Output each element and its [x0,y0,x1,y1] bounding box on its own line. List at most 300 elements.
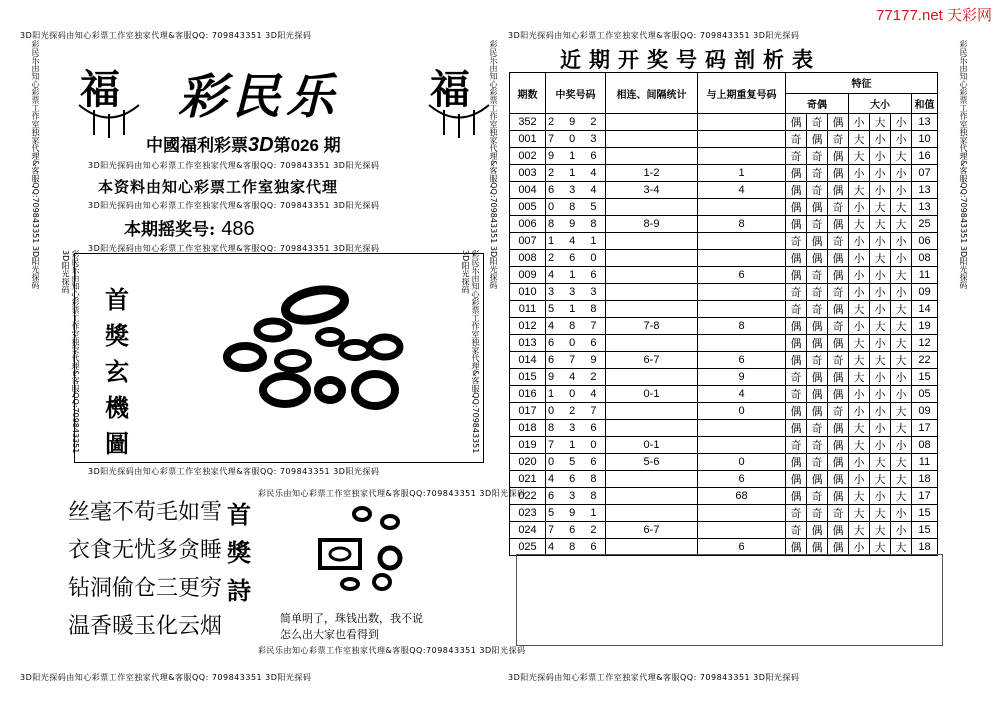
odd-even-cell: 偶 [828,437,849,454]
odd-even-cell: 偶 [786,318,807,335]
size-cell: 大 [849,352,870,369]
left-vertical-strip: 彩民乐由知心彩票工作室独家代理&客服QQ:709843351 3D阳光探码 [31,40,40,290]
issue-line [146,131,341,157]
odd-even-cell: 偶 [786,199,807,216]
odd-even-cell: 奇 [807,114,828,131]
size-cell: 小 [870,267,891,284]
repeat-cell [698,420,786,437]
size-cell: 大 [891,488,912,505]
sum-cell: 10 [912,131,938,148]
odd-even-cell: 偶 [807,386,828,403]
size-cell: 大 [891,420,912,437]
sum-cell: 09 [912,403,938,420]
period-cell: 013 [510,335,546,352]
odd-even-cell: 偶 [807,318,828,335]
size-cell: 大 [891,199,912,216]
number-cell: 1 4 1 [546,233,606,250]
strip-poem-bottom: 彩民乐由知心彩票工作室独家代理&客服QQ:709843351 3D阳光探码 [258,646,526,655]
sum-cell: 05 [912,386,938,403]
size-cell: 小 [891,233,912,250]
size-cell: 小 [891,386,912,403]
odd-even-cell: 偶 [807,539,828,556]
adjacent-cell [606,488,698,505]
header-features: 特征 [786,73,938,94]
sum-cell: 17 [912,488,938,505]
number-cell: 5 1 8 [546,301,606,318]
table-row [510,233,938,250]
table-row [510,131,938,148]
odd-even-cell: 偶 [786,420,807,437]
size-cell: 小 [870,488,891,505]
size-cell: 小 [891,131,912,148]
size-cell: 大 [891,301,912,318]
adjacent-cell: 6-7 [606,352,698,369]
odd-even-cell: 偶 [786,250,807,267]
size-cell: 大 [849,131,870,148]
fu-character-right: 福 [430,66,470,113]
period-cell: 020 [510,454,546,471]
size-cell: 小 [870,335,891,352]
adjacent-cell [606,199,698,216]
odd-even-cell: 奇 [807,488,828,505]
number-cell: 6 0 6 [546,335,606,352]
size-cell: 大 [870,522,891,539]
size-cell: 大 [891,148,912,165]
odd-even-cell: 偶 [786,114,807,131]
adjacent-cell [606,250,698,267]
repeat-cell [698,301,786,318]
table-row [510,182,938,199]
size-cell: 小 [849,471,870,488]
size-cell: 大 [870,471,891,488]
odd-even-cell: 奇 [807,267,828,284]
header-repeat: 与上期重复号码 [698,73,786,114]
size-cell: 大 [891,318,912,335]
number-cell: 0 5 6 [546,454,606,471]
size-cell: 小 [849,539,870,556]
blank-box [516,554,943,646]
odd-even-cell: 偶 [786,471,807,488]
table-row [510,403,938,420]
table-row [510,386,938,403]
odd-even-cell: 偶 [828,369,849,386]
odd-even-cell: 偶 [786,454,807,471]
number-cell: 4 8 7 [546,318,606,335]
period-cell: 014 [510,352,546,369]
table-row [510,352,938,369]
table-row [510,335,938,352]
table-row [510,216,938,233]
size-cell: 小 [849,454,870,471]
top-strip-left: 3D阳光探码由知心彩票工作室独家代理&客服QQ: 709843351 3D阳光探码 [20,31,312,40]
size-cell: 大 [891,352,912,369]
repeat-cell: 6 [698,267,786,284]
repeat-cell: 0 [698,403,786,420]
number-cell: 7 1 0 [546,437,606,454]
number-cell: 5 9 1 [546,505,606,522]
size-cell: 大 [849,369,870,386]
period-cell: 015 [510,369,546,386]
repeat-cell [698,114,786,131]
period-cell: 025 [510,539,546,556]
strip-below-box: 3D阳光探码由知心彩票工作室独家代理&客服QQ: 709843351 3D阳光探码 [88,467,380,476]
odd-even-cell: 偶 [828,522,849,539]
issue-3d: 3D [248,134,274,156]
repeat-cell [698,284,786,301]
size-cell: 小 [849,403,870,420]
number-cell: 8 3 6 [546,420,606,437]
adjacent-cell [606,539,698,556]
size-cell: 大 [870,539,891,556]
size-cell: 大 [849,522,870,539]
odd-even-cell: 奇 [828,233,849,250]
header-period: 期数 [510,73,546,114]
poem-title: 首獎詩 [227,500,251,605]
period-cell: 023 [510,505,546,522]
size-cell: 小 [891,284,912,301]
sum-cell: 14 [912,301,938,318]
odd-even-cell: 偶 [828,420,849,437]
repeat-cell: 68 [698,488,786,505]
odd-even-cell: 偶 [807,369,828,386]
adjacent-cell [606,148,698,165]
number-cell: 0 2 7 [546,403,606,420]
number-cell: 2 6 0 [546,250,606,267]
header-odd-even: 奇偶 [786,93,849,114]
adjacent-cell: 3-4 [606,182,698,199]
odd-even-cell: 奇 [807,505,828,522]
repeat-cell: 8 [698,216,786,233]
table-row [510,522,938,539]
repeat-cell [698,505,786,522]
repeat-cell: 4 [698,386,786,403]
agent-line: 本资料由知心彩票工作室独家代理 [98,178,339,196]
size-cell: 小 [849,284,870,301]
table-row [510,318,938,335]
sum-cell: 15 [912,522,938,539]
size-cell: 大 [849,301,870,318]
sum-cell: 09 [912,284,938,301]
number-cell: 4 1 6 [546,267,606,284]
odd-even-cell: 偶 [786,267,807,284]
size-cell: 大 [849,488,870,505]
poem-line-1: 丝毫不苟毛如雪 [68,500,223,525]
size-cell: 小 [849,250,870,267]
draw-number-line [124,215,255,241]
repeat-cell: 4 [698,182,786,199]
bottom-strip-left: 3D阳光探码由知心彩票工作室独家代理&客服QQ: 709843351 3D阳光探码 [20,673,312,682]
size-cell: 小 [870,131,891,148]
table-row [510,267,938,284]
repeat-cell [698,233,786,250]
odd-even-cell: 偶 [828,539,849,556]
size-cell: 大 [849,420,870,437]
adjacent-cell: 1-2 [606,165,698,182]
site-watermark: 77177.net 天彩网 [876,7,992,24]
poem-line-2: 衣食无忧多贪睡 [68,538,223,563]
table-row [510,437,938,454]
poem-note-line-2: 怎么出大家也看得到 [280,628,379,641]
odd-even-cell: 偶 [828,148,849,165]
sum-cell: 22 [912,352,938,369]
adjacent-cell [606,471,698,488]
size-cell: 小 [891,250,912,267]
odd-even-cell: 偶 [786,165,807,182]
odd-even-cell: 奇 [828,318,849,335]
table-row [510,114,938,131]
odd-even-cell: 奇 [807,420,828,437]
poem-block [68,494,222,646]
odd-even-cell: 偶 [807,403,828,420]
period-cell: 352 [510,114,546,131]
size-cell: 大 [891,471,912,488]
adjacent-cell [606,284,698,301]
repeat-cell [698,437,786,454]
repeat-cell: 6 [698,352,786,369]
sum-cell: 17 [912,420,938,437]
sum-cell: 07 [912,165,938,182]
size-cell: 大 [891,403,912,420]
size-cell: 小 [891,182,912,199]
adjacent-cell [606,267,698,284]
period-cell: 006 [510,216,546,233]
poem-puzzle-image [300,500,420,600]
odd-even-cell: 奇 [786,369,807,386]
adjacent-cell [606,369,698,386]
issue-prefix: 中國福利彩票 [146,136,248,155]
odd-even-cell: 偶 [807,522,828,539]
number-cell: 2 1 4 [546,165,606,182]
repeat-cell [698,250,786,267]
number-cell: 2 9 2 [546,114,606,131]
poem-note-line-1: 简单明了，珠钱出数，我不说 [280,612,423,625]
odd-even-cell: 奇 [828,199,849,216]
table-row [510,284,938,301]
odd-even-cell: 奇 [807,301,828,318]
odd-even-cell: 奇 [786,284,807,301]
odd-even-cell: 奇 [786,148,807,165]
sum-cell: 08 [912,437,938,454]
sum-cell: 16 [912,148,938,165]
size-cell: 大 [870,318,891,335]
poem-line-4: 温香暖玉化云烟 [68,614,223,639]
repeat-cell [698,131,786,148]
table-row [510,148,938,165]
period-cell: 002 [510,148,546,165]
adjacent-cell [606,505,698,522]
size-cell: 小 [849,233,870,250]
period-cell: 012 [510,318,546,335]
size-cell: 大 [891,454,912,471]
strip-above-box: 3D阳光探码由知心彩票工作室独家代理&客服QQ: 709843351 3D阳光探码 [88,244,380,253]
header-sum: 和值 [912,93,938,114]
sum-cell: 11 [912,454,938,471]
sum-cell: 19 [912,318,938,335]
size-cell: 大 [891,335,912,352]
odd-even-cell: 奇 [807,216,828,233]
repeat-cell [698,335,786,352]
period-cell: 010 [510,284,546,301]
odd-even-cell: 奇 [807,454,828,471]
repeat-cell: 0 [698,454,786,471]
number-cell: 7 6 2 [546,522,606,539]
adjacent-cell [606,403,698,420]
odd-even-cell: 偶 [786,335,807,352]
size-cell: 小 [870,369,891,386]
odd-even-cell: 奇 [828,284,849,301]
size-cell: 小 [849,199,870,216]
size-cell: 大 [891,539,912,556]
number-cell: 9 1 6 [546,148,606,165]
adjacent-cell: 0-1 [606,386,698,403]
odd-even-cell: 偶 [807,199,828,216]
size-cell: 大 [870,199,891,216]
number-cell: 6 3 8 [546,488,606,505]
sum-cell: 13 [912,182,938,199]
repeat-cell [698,522,786,539]
odd-even-cell: 偶 [828,267,849,284]
table-row [510,488,938,505]
period-cell: 022 [510,488,546,505]
sum-cell: 11 [912,267,938,284]
lantern-ornament-left-icon [74,100,144,140]
table-title: 近期开奖号码剖析表 [560,47,821,72]
header-size: 大小 [849,93,912,114]
size-cell: 大 [891,267,912,284]
odd-even-cell: 奇 [828,505,849,522]
adjacent-cell [606,420,698,437]
table-row [510,539,938,556]
size-cell: 大 [891,216,912,233]
table-row [510,471,938,488]
number-cell: 0 8 5 [546,199,606,216]
repeat-cell: 1 [698,165,786,182]
odd-even-cell: 奇 [828,352,849,369]
bottom-strip-right: 3D阳光探码由知心彩票工作室独家代理&客服QQ: 709843351 3D阳光探码 [508,673,800,682]
period-cell: 001 [510,131,546,148]
size-cell: 小 [870,437,891,454]
size-cell: 小 [870,233,891,250]
odd-even-cell: 偶 [828,335,849,352]
sum-cell: 15 [912,505,938,522]
size-cell: 大 [870,250,891,267]
size-cell: 大 [870,216,891,233]
period-cell: 019 [510,437,546,454]
size-cell: 大 [849,335,870,352]
adjacent-cell: 8-9 [606,216,698,233]
odd-even-cell: 奇 [786,386,807,403]
adjacent-cell [606,131,698,148]
table-row [510,250,938,267]
number-cell: 1 0 4 [546,386,606,403]
odd-even-cell: 偶 [786,488,807,505]
odd-even-cell: 偶 [828,471,849,488]
table-row [510,301,938,318]
odd-even-cell: 偶 [828,488,849,505]
odd-even-cell: 偶 [828,454,849,471]
odd-even-cell: 奇 [786,301,807,318]
odd-even-cell: 偶 [828,182,849,199]
table-row [510,165,938,182]
period-cell: 005 [510,199,546,216]
header-number: 中奖号码 [546,73,606,114]
size-cell: 小 [849,165,870,182]
fu-character-left: 福 [80,66,120,113]
sum-cell: 18 [912,471,938,488]
odd-even-cell: 奇 [786,437,807,454]
middle-vertical-strip: 彩民乐由知心彩票工作室独家代理&客服QQ:709843351 3D阳光探码 [489,40,498,290]
odd-even-cell: 偶 [786,539,807,556]
table-row [510,505,938,522]
adjacent-cell: 0-1 [606,437,698,454]
odd-even-cell: 偶 [807,250,828,267]
repeat-cell: 8 [698,318,786,335]
table-row [510,199,938,216]
odd-even-cell: 奇 [786,131,807,148]
odd-even-cell: 奇 [807,148,828,165]
sum-cell: 25 [912,216,938,233]
poem-note [280,611,423,643]
sum-cell: 12 [912,335,938,352]
period-cell: 018 [510,420,546,437]
size-cell: 小 [870,386,891,403]
size-cell: 大 [849,505,870,522]
adjacent-cell [606,233,698,250]
sum-cell: 13 [912,199,938,216]
box-left-strip: 彩民乐由知心彩票工作室独家代理&客服QQ:709843351 3D阳光探码 [61,250,80,454]
size-cell: 大 [849,148,870,165]
table-row [510,420,938,437]
adjacent-cell: 6-7 [606,522,698,539]
table-body [510,114,938,556]
odd-even-cell: 奇 [807,284,828,301]
adjacent-cell [606,335,698,352]
period-cell: 003 [510,165,546,182]
poem-line-3: 钻洞偷仓三更穷 [68,576,223,601]
number-cell: 6 7 9 [546,352,606,369]
lantern-ornament-right-icon [424,100,494,140]
odd-even-cell: 偶 [807,471,828,488]
odd-even-cell: 奇 [807,437,828,454]
sum-cell: 18 [912,539,938,556]
number-cell: 6 3 4 [546,182,606,199]
sum-cell: 08 [912,250,938,267]
number-cell: 4 6 8 [546,471,606,488]
number-cell: 9 4 2 [546,369,606,386]
period-cell: 021 [510,471,546,488]
odd-even-cell: 偶 [786,352,807,369]
size-cell: 小 [870,182,891,199]
period-cell: 017 [510,403,546,420]
adjacent-cell: 5-6 [606,454,698,471]
odd-even-cell: 偶 [786,216,807,233]
period-cell: 011 [510,301,546,318]
odd-even-cell: 偶 [828,250,849,267]
size-cell: 小 [870,148,891,165]
box-right-strip: 彩民乐由知心彩票工作室独家代理&客服QQ:709843351 3D阳光探码 [461,250,480,454]
size-cell: 小 [891,505,912,522]
puzzle-title: 首獎玄機圖 [105,285,129,458]
odd-even-cell: 奇 [828,403,849,420]
size-cell: 小 [891,114,912,131]
puzzle-image [205,285,415,415]
odd-even-cell: 偶 [828,216,849,233]
sum-cell: 15 [912,369,938,386]
brand-title: 彩民乐 [178,69,341,125]
sum-cell: 06 [912,233,938,250]
size-cell: 小 [870,301,891,318]
period-cell: 009 [510,267,546,284]
